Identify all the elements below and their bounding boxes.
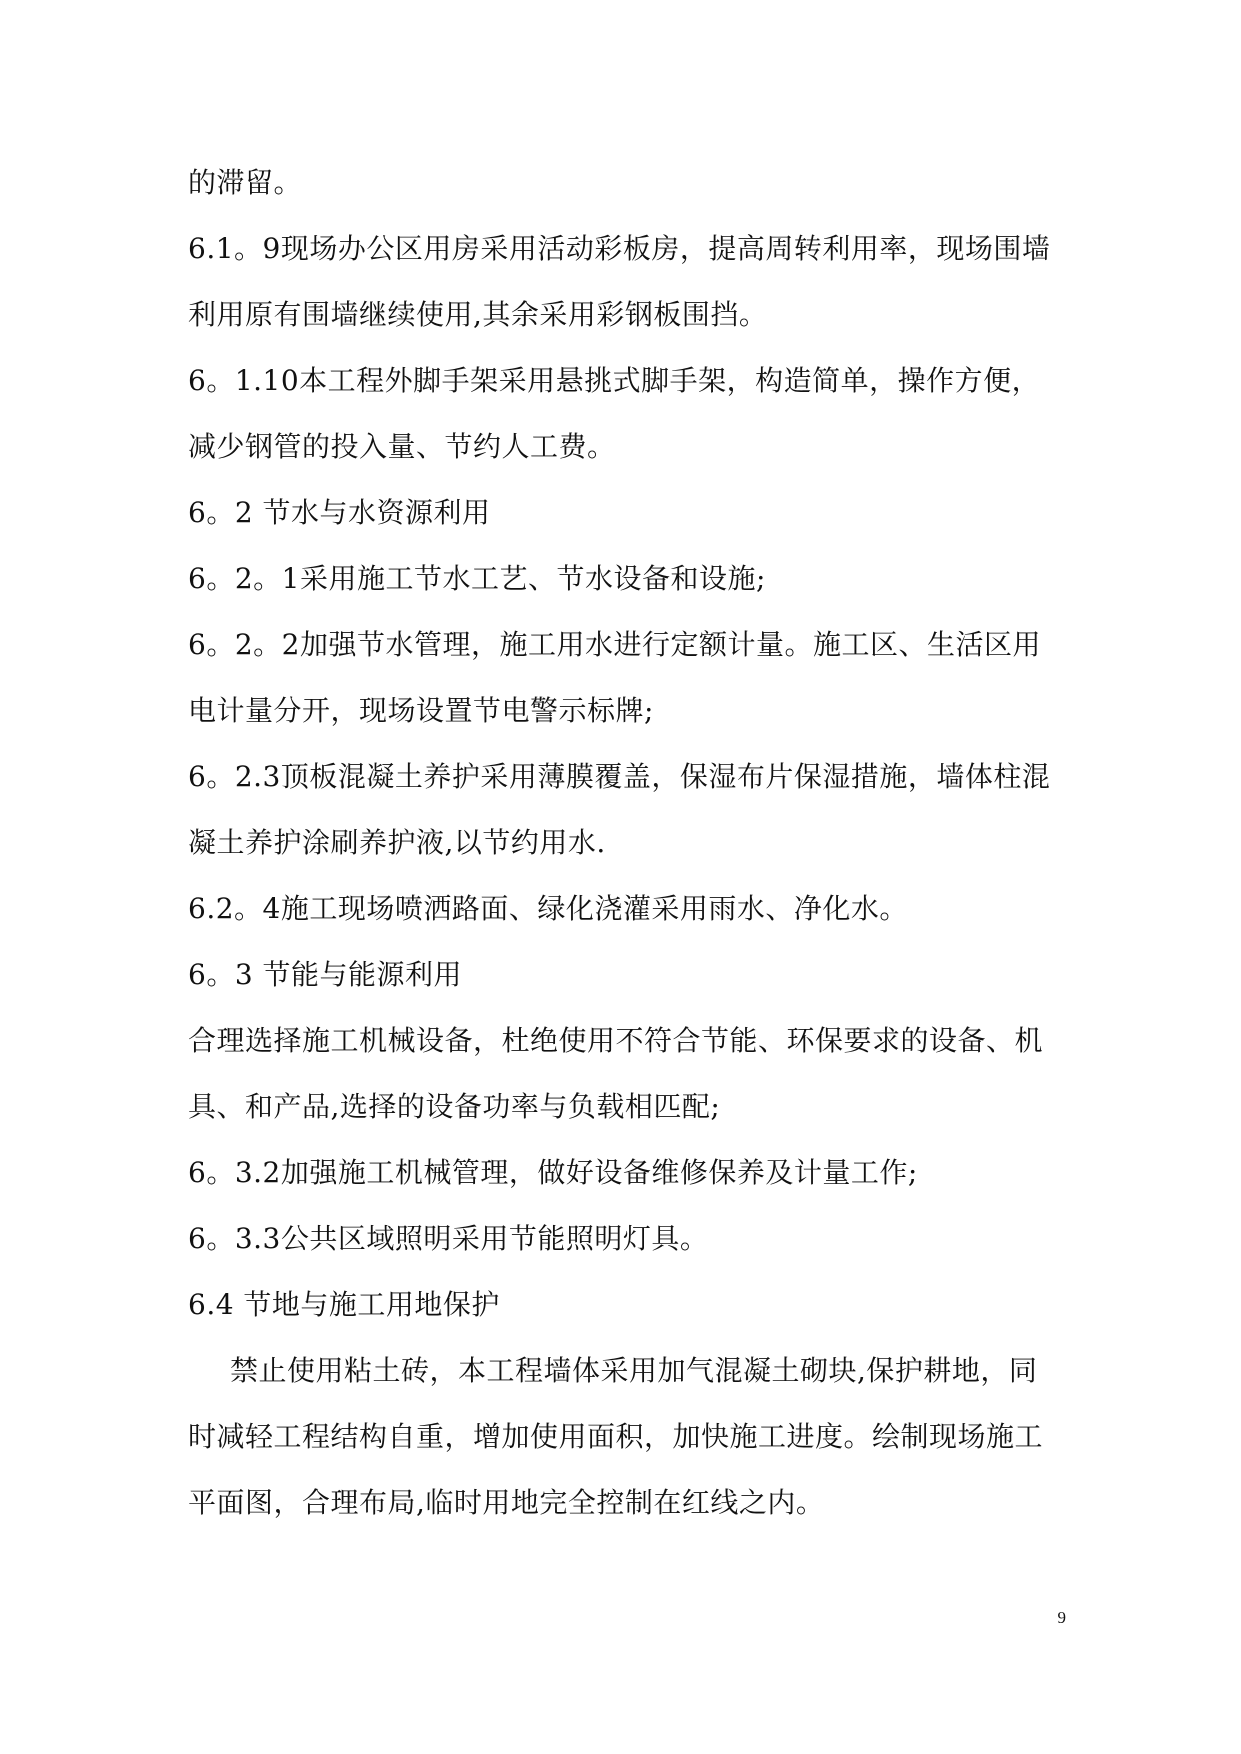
text-line: 凝土养护涂刷养护液,以节约用水. (188, 826, 606, 859)
text-line: 减少钢管的投入量、节约人工费。 (188, 430, 616, 463)
page-number: 9 (1057, 1608, 1066, 1627)
text-line: 合理选择施工机械设备，杜绝使用不符合节能、环保要求的设备、机 (188, 1024, 1044, 1057)
heading-6-4: 6.4 节地与施工用地保护 (188, 1288, 500, 1321)
section-6-1-10: 6。1.10本工程外脚手架采用悬挑式脚手架，构造简单，操作方便， (188, 364, 1041, 397)
section-6-2-1: 6。2。1采用施工节水工艺、节水设备和设施; (188, 562, 766, 595)
text-line: 具、和产品,选择的设备功率与负载相匹配; (188, 1090, 721, 1123)
section-6-2-3: 6。2.3顶板混凝土养护采用薄膜覆盖，保湿布片保湿措施，墙体柱混 (188, 760, 1051, 793)
section-6-1-9: 6.1。9现场办公区用房采用活动彩板房，提高周转利用率，现场围墙 (188, 232, 1051, 265)
section-6-2-4: 6.2。4施工现场喷洒路面、绿化浇灌采用雨水、净化水。 (188, 892, 908, 925)
heading-6-3: 6。3 节能与能源利用 (188, 958, 463, 991)
section-6-3-2: 6。3.2加强施工机械管理，做好设备维修保养及计量工作; (188, 1156, 918, 1189)
body-text (188, 150, 1068, 1536)
text-line: 时减轻工程结构自重，增加使用面积，加快施工进度。绘制现场施工 (188, 1420, 1044, 1453)
paragraph-6-4-start: 禁止使用粘土砖，本工程墙体采用加气混凝土砌块,保护耕地，同 (230, 1354, 1038, 1387)
text-line: 利用原有围墙继续使用,其余采用彩钢板围挡。 (188, 298, 768, 331)
section-6-2-2: 6。2。2加强节水管理，施工用水进行定额计量。施工区、生活区用 (188, 628, 1041, 661)
text-line: 电计量分开，现场设置节电警示标牌; (188, 694, 654, 727)
text-line: 平面图，合理布局,临时用地完全控制在红线之内。 (188, 1486, 825, 1519)
text-line: 的滞留。 (188, 166, 303, 199)
section-6-3-3: 6。3.3公共区域照明采用节能照明灯具。 (188, 1222, 709, 1255)
heading-6-2: 6。2 节水与水资源利用 (188, 496, 491, 529)
